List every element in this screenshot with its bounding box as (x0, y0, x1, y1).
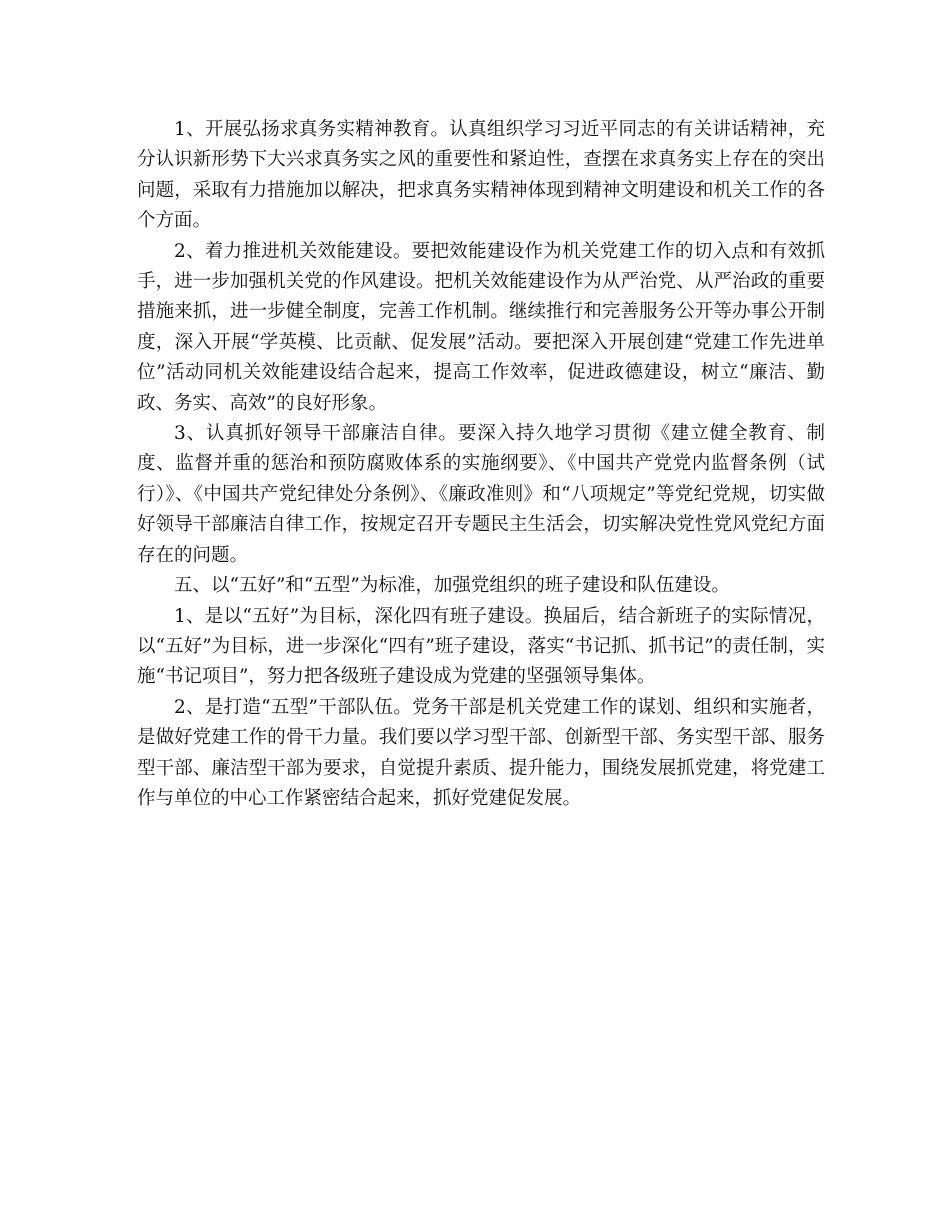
paragraph-item-2: 2、着力推进机关效能建设。要把效能建设作为机关党建工作的切入点和有效抓手，进一步加强机关党的作风建设。把机关效能建设作为从严治党、从严治政的重要措施来抓，进一步健全制度，完善工作机制。继续推行和完善服务公开等办事公开制度，深入开展“学英模、比贡献、促发展”活动。要把深入开展创建“党建工作先进单位”活动同机关效能建设结合起来，提高工作效率，促进政德建设，树立“廉洁、勤政、务实、高效”的良好形象。 (137, 240, 825, 414)
paragraph-item-5-1: 1、是以“五好”为目标，深化四有班子建设。换届后，结合新班子的实际情况，以“五好”为目标，进一步深化“四有”班子建设，落实“书记抓、抓书记”的责任制，实施“书记项目”，努力把各级班子建设成为党建的坚强领导集体。 (137, 605, 825, 688)
document-body (137, 115, 825, 814)
paragraph-item-3: 3、认真抓好领导干部廉洁自律。要深入持久地学习贯彻《建立健全教育、制度、监督并重的惩治和预防腐败体系的实施纲要》、《中国共产党党内监督条例（试行）》、《中国共产党纪律处分条例》、《廉政准则》和“八项规定”等党纪党规，切实做好领导干部廉洁自律工作，按规定召开专题民主生活会，切实解决党性党风党纪方面存在的问题。 (137, 423, 825, 566)
paragraph-item-1: 1、开展弘扬求真务实精神教育。认真组织学习习近平同志的有关讲话精神，充分认识新形势下大兴求真务实之风的重要性和紧迫性，查摆在求真务实上存在的突出问题，采取有力措施加以解决，把求真务实精神体现到精神文明建设和机关工作的各个方面。 (137, 119, 825, 232)
paragraph-item-5-2: 2、是打造“五型”干部队伍。党务干部是机关党建工作的谋划、组织和实施者，是做好党建工作的骨干力量。我们要以学习型干部、创新型干部、务实型干部、服务型干部、廉洁型干部为要求，自觉提升素质、提升能力，围绕发展抓党建，将党建工作与单位的中心工作紧密结合起来，抓好党建促发展。 (137, 696, 825, 809)
section-heading-five: 五、以“五好”和“五型”为标准，加强党组织的班子建设和队伍建设。 (174, 575, 730, 597)
